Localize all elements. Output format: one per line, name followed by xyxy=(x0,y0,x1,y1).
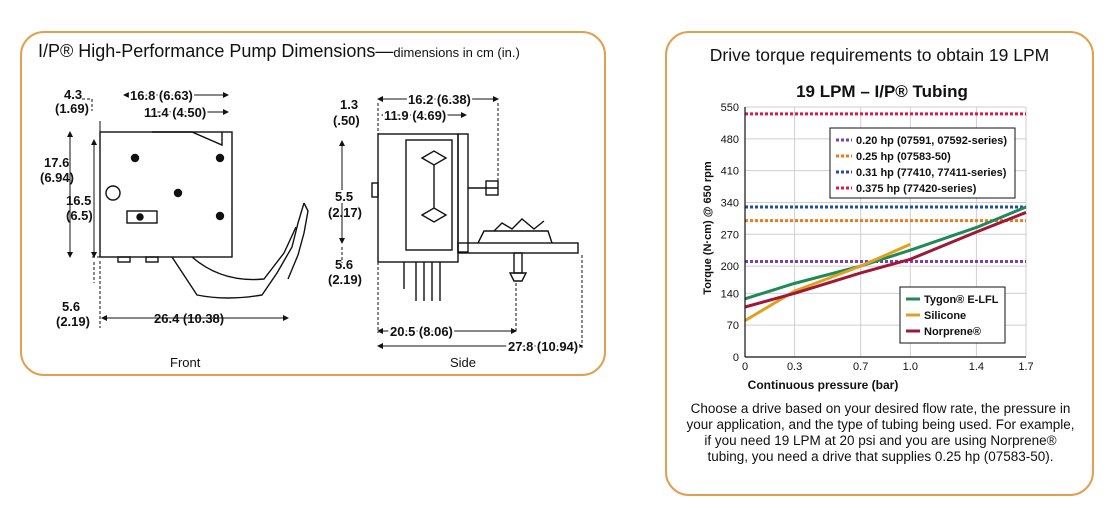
side-dim-label: 5.6 xyxy=(335,257,354,272)
series-legend-label: Tygon® E-LFL xyxy=(924,294,999,306)
reference-legend-label: 0.20 hp (07591, 07592-series) xyxy=(856,135,1008,147)
torque-heading: Drive torque requirements to obtain 19 LPM xyxy=(709,45,1050,65)
reference-legend-label: 0.31 hp (77410, 77411-series) xyxy=(856,167,1007,179)
x-tick-label: 0 xyxy=(741,361,749,373)
front-dim-label: 26.4 (10.38) xyxy=(154,311,225,326)
dimensions-panel xyxy=(20,31,606,376)
side-dim-label: 11.9 (4.69) xyxy=(384,108,447,123)
side-dim-label: 27.8 (10.94) xyxy=(508,339,579,354)
front-dim-label: (2.19) xyxy=(56,314,90,329)
front-dim-label: 16.8 (6.63) xyxy=(130,88,193,103)
side-dim-label: 1.3 xyxy=(340,97,359,112)
y-tick-label: 140 xyxy=(720,288,739,301)
y-tick-label: 0 xyxy=(732,352,739,364)
front-dim-label: (1.69) xyxy=(55,101,89,116)
front-dim-label: 11.4 (4.50) xyxy=(144,105,207,120)
reference-legend-label: 0.375 hp (77420-series) xyxy=(856,183,977,195)
side-dim-label: 20.5 (8.06) xyxy=(390,324,453,339)
y-tick-label: 340 xyxy=(720,197,739,210)
y-tick-label: 550 xyxy=(720,102,739,114)
dimension-drawings xyxy=(22,33,608,378)
x-tick-label: 1.0 xyxy=(902,361,918,373)
y-tick-label: 480 xyxy=(720,133,739,146)
x-tick-label: 1.7 xyxy=(1018,361,1034,373)
y-tick-label: 200 xyxy=(720,261,739,274)
front-dim-label: 17.6 xyxy=(44,155,70,170)
series-legend-label: Silicone xyxy=(924,310,967,322)
series-legend xyxy=(900,287,1005,343)
torque-chart xyxy=(667,33,1096,398)
series-legend-label: Norprene® xyxy=(924,326,982,338)
side-view-label: Side xyxy=(450,355,477,370)
side-dim-label: (.50) xyxy=(333,113,360,128)
side-dim-label: 5.5 xyxy=(335,189,354,204)
dimensions-title-dash: — xyxy=(375,41,394,61)
side-dim-label: (2.19) xyxy=(328,272,362,287)
front-dim-label: 16.5 xyxy=(66,193,92,208)
front-dim-label: 5.6 xyxy=(62,299,81,314)
chart-title: 19 LPM – I/P® Tubing xyxy=(796,82,968,101)
side-dim-label: (2.17) xyxy=(328,205,362,220)
y-tick-label: 410 xyxy=(720,165,739,178)
front-dim-label: (6.5) xyxy=(66,208,93,223)
x-axis-label: Continuous pressure (bar) xyxy=(747,378,899,392)
front-dim-label: (6.94) xyxy=(40,170,74,185)
front-view-drawing xyxy=(100,132,308,298)
side-view-drawing xyxy=(372,134,578,301)
torque-panel xyxy=(665,31,1094,496)
torque-caption: Choose a drive based on your desired flow rate, the pressure in your application, and the type of tubing being used. For example, if you need 19 LPM at 20 psi and you are using Norprene® tubing, you need a drive that supplies 0.25 hp (07583-50). xyxy=(686,401,1075,464)
front-view-dimension-lines xyxy=(70,95,288,328)
x-tick-label: 0.3 xyxy=(786,361,803,373)
front-view-dimension-labels xyxy=(40,87,224,370)
dimensions-title-sub: dimensions in cm (in.) xyxy=(393,45,520,60)
x-tick-label: 0.7 xyxy=(853,361,869,373)
x-tick-label: 1.4 xyxy=(968,361,985,373)
reference-legend-label: 0.25 hp (07583-50) xyxy=(856,151,951,163)
y-tick-label: 270 xyxy=(720,229,739,242)
y-axis-label: Torque (N·cm) @ 650 rpm xyxy=(702,161,714,295)
reference-legend xyxy=(830,128,1015,198)
dimensions-title-main: I/P® High-Performance Pump Dimensions xyxy=(38,41,376,61)
front-dim-label: 4.3 xyxy=(64,87,83,102)
front-view-label: Front xyxy=(170,355,201,370)
side-dim-label: 16.2 (6.38) xyxy=(408,92,471,107)
y-tick-label: 70 xyxy=(726,320,739,333)
